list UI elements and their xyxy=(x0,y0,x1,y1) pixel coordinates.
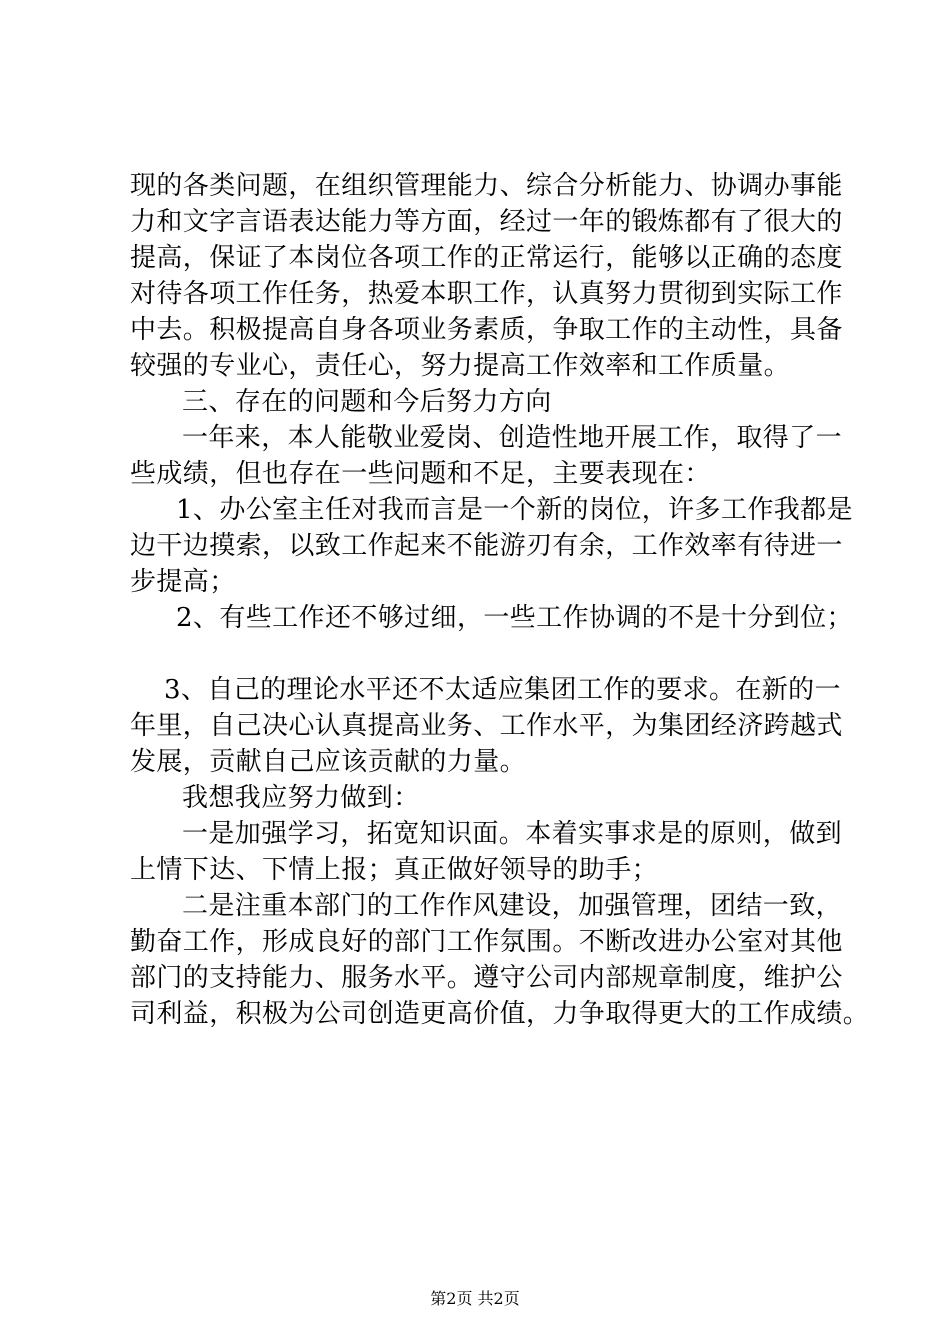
body-line: 二是注重本部门的工作作风建设，加强管理，团结一致， xyxy=(182,891,843,921)
body-line: 我想我应努力做到： xyxy=(182,783,420,813)
list-item-line: 2、有些工作还不够过细，一些工作协调的不是十分到位； xyxy=(176,603,853,633)
list-item-line: 3、自己的理论水平还不太适应集团工作的要求。在新的一 xyxy=(164,675,841,705)
body-line: 一是加强学习，拓宽知识面。本着实事求是的原则，做到 xyxy=(182,819,843,849)
section-heading: 三、存在的问题和今后努力方向 xyxy=(182,387,552,417)
body-line: 些成绩，但也存在一些问题和不足，主要表现在： xyxy=(130,459,711,489)
body-line: 提高，保证了本岗位各项工作的正常运行，能够以正确的态度 xyxy=(130,243,843,273)
body-line: 对待各项工作任务，热爱本职工作，认真努力贯彻到实际工作 xyxy=(130,279,843,309)
list-item-line: 发展，贡献自己应该贡献的力量。 xyxy=(130,747,527,777)
body-line: 司利益，积极为公司创造更高价值，力争取得更大的工作成绩。 xyxy=(130,999,870,1029)
body-line: 力和文字言语表达能力等方面，经过一年的锻炼都有了很大的 xyxy=(130,207,843,237)
body-line: 较强的专业心，责任心，努力提高工作效率和工作质量。 xyxy=(130,351,791,381)
body-line: 现的各类问题，在组织管理能力、综合分析能力、协调办事能 xyxy=(130,171,843,201)
list-item-line: 年里，自己决心认真提高业务、工作水平，为集团经济跨越式 xyxy=(130,711,843,741)
list-item-line: 边干边摸索，以致工作起来不能游刃有余，工作效率有待进一 xyxy=(130,531,843,561)
body-line: 中去。积极提高自身各项业务素质，争取工作的主动性，具备 xyxy=(130,315,843,345)
body-line: 一年来，本人能敬业爱岗、创造性地开展工作，取得了一 xyxy=(182,423,843,453)
body-line: 勤奋工作，形成良好的部门工作氛围。不断改进办公室对其他 xyxy=(130,927,843,957)
body-line: 部门的支持能力、服务水平。遵守公司内部规章制度，维护公 xyxy=(130,963,843,993)
list-item-line: 1、办公室主任对我而言是一个新的岗位，许多工作我都是 xyxy=(176,495,853,525)
list-item-line: 步提高； xyxy=(130,567,236,597)
page-number-footer: 第2页 共2页 xyxy=(430,1289,520,1308)
body-line: 上情下达、下情上报；真正做好领导的助手； xyxy=(130,855,659,885)
